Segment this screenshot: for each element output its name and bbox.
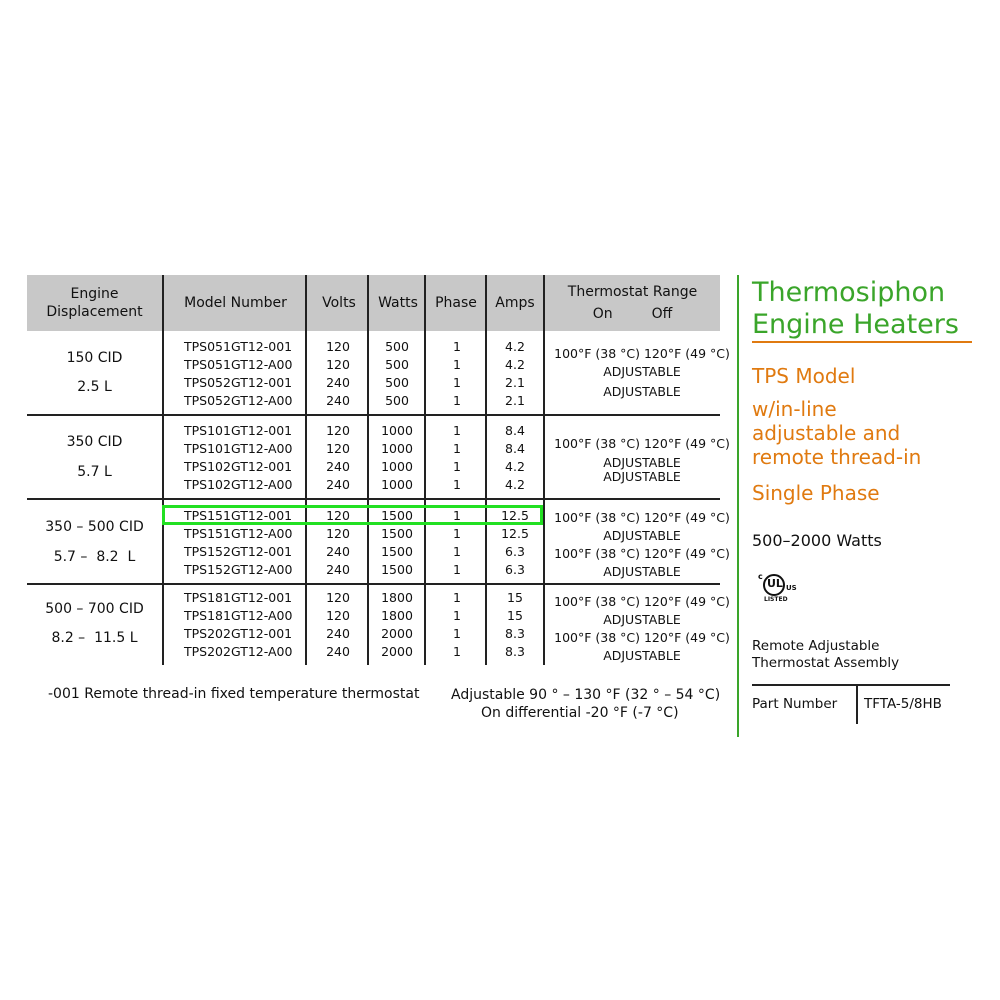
title-underline bbox=[752, 341, 972, 343]
watts: 1500 bbox=[381, 544, 413, 559]
amps: 6.3 bbox=[505, 544, 525, 559]
watts: 1000 bbox=[381, 423, 413, 438]
note-adjustable-range: Adjustable 90 ° – 130 °F (32 ° – 54 °C) bbox=[451, 687, 721, 703]
model-number: TPS052GT12-A00 bbox=[184, 393, 293, 408]
product-title-line2: Engine Heaters bbox=[752, 309, 959, 340]
description-line3: remote thread-in bbox=[752, 445, 922, 469]
volts: 240 bbox=[326, 375, 350, 390]
phase: 1 bbox=[453, 375, 461, 390]
amps: 12.5 bbox=[501, 526, 529, 541]
group-divider bbox=[27, 498, 720, 500]
amps: 2.1 bbox=[505, 375, 525, 390]
column-divider bbox=[543, 275, 545, 665]
header-off: Off bbox=[651, 306, 673, 322]
model-number: TPS102GT12-001 bbox=[184, 459, 293, 474]
table-header bbox=[27, 275, 720, 331]
model-number: TPS052GT12-001 bbox=[184, 375, 293, 390]
phase: 1 bbox=[453, 644, 461, 659]
displacement-liters: 8.2 – 11.5 L bbox=[51, 630, 138, 646]
volts: 240 bbox=[326, 626, 350, 641]
amps: 12.5 bbox=[501, 508, 529, 523]
thermostat-range: ADJUSTABLE bbox=[603, 364, 681, 379]
phase: 1 bbox=[453, 441, 461, 456]
model-number: TPS202GT12-A00 bbox=[184, 644, 293, 659]
volts: 120 bbox=[326, 441, 350, 456]
volts: 120 bbox=[326, 357, 350, 372]
model-number: TPS152GT12-A00 bbox=[184, 562, 293, 577]
thermostat-range: 100°F (38 °C) 120°F (49 °C) bbox=[554, 546, 730, 561]
amps: 8.3 bbox=[505, 644, 525, 659]
header-watts: Watts bbox=[378, 295, 418, 311]
description-line2: adjustable and bbox=[752, 421, 901, 445]
highlighted-row-outline bbox=[162, 505, 543, 525]
spec-table bbox=[27, 275, 730, 665]
watts: 1500 bbox=[381, 562, 413, 577]
wattage-range: 500–2000 Watts bbox=[752, 531, 882, 550]
header-thermostat-range: Thermostat Range bbox=[567, 284, 698, 300]
displacement-cid: 150 CID bbox=[66, 350, 123, 366]
model-number: TPS051GT12-001 bbox=[184, 339, 293, 354]
thermostat-range: ADJUSTABLE bbox=[603, 455, 681, 470]
header-model: Model Number bbox=[184, 295, 287, 311]
group-divider bbox=[27, 583, 720, 585]
volts: 240 bbox=[326, 477, 350, 492]
model-number: TPS102GT12-A00 bbox=[184, 477, 293, 492]
thermostat-range: 100°F (38 °C) 120°F (49 °C) bbox=[554, 510, 730, 525]
amps: 4.2 bbox=[505, 357, 525, 372]
watts: 500 bbox=[385, 375, 409, 390]
amps: 4.2 bbox=[505, 339, 525, 354]
model-number: TPS151GT12-A00 bbox=[184, 526, 293, 541]
displacement-cid: 350 CID bbox=[66, 434, 123, 450]
model-number: TPS202GT12-001 bbox=[184, 626, 293, 641]
part-box-rule bbox=[752, 684, 950, 686]
volts: 120 bbox=[326, 608, 350, 623]
watts: 1800 bbox=[381, 590, 413, 605]
amps: 4.2 bbox=[505, 477, 525, 492]
amps: 6.3 bbox=[505, 562, 525, 577]
amps: 8.4 bbox=[505, 441, 525, 456]
watts: 2000 bbox=[381, 626, 413, 641]
displacement-liters: 2.5 L bbox=[77, 379, 112, 395]
phase-type: Single Phase bbox=[752, 481, 880, 505]
description-line1: w/in-line bbox=[752, 397, 837, 421]
volts: 240 bbox=[326, 544, 350, 559]
phase: 1 bbox=[453, 526, 461, 541]
thermostat-range: 100°F (38 °C) 120°F (49 °C) bbox=[554, 436, 730, 451]
header-displacement: Engine Displacement bbox=[46, 286, 143, 320]
ul-logo-listed: LISTED bbox=[764, 596, 788, 603]
phase: 1 bbox=[453, 544, 461, 559]
thermostat-range: ADJUSTABLE bbox=[603, 612, 681, 627]
watts: 500 bbox=[385, 339, 409, 354]
ul-listed-logo bbox=[760, 572, 808, 612]
ul-logo-us: US bbox=[786, 584, 797, 592]
displacement-cid: 500 – 700 CID bbox=[45, 601, 144, 617]
thermostat-range: ADJUSTABLE bbox=[603, 564, 681, 579]
phase: 1 bbox=[453, 608, 461, 623]
product-title-line1: Thermosiphon bbox=[752, 277, 946, 308]
volts: 240 bbox=[326, 459, 350, 474]
note-differential: On differential -20 °F (-7 °C) bbox=[481, 705, 679, 721]
sidebar-divider bbox=[737, 275, 739, 737]
group-divider bbox=[27, 414, 720, 416]
model-number: TPS151GT12-001 bbox=[184, 508, 293, 523]
part-number-box bbox=[752, 684, 950, 724]
volts: 240 bbox=[326, 562, 350, 577]
thermostat-range: ADJUSTABLE bbox=[603, 648, 681, 663]
part-number-label: Part Number bbox=[752, 696, 838, 712]
amps: 2.1 bbox=[505, 393, 525, 408]
watts: 1000 bbox=[381, 441, 413, 456]
watts: 1000 bbox=[381, 459, 413, 474]
note-fixed-thermostat: -001 Remote thread-in fixed temperature thermostat bbox=[48, 686, 420, 702]
phase: 1 bbox=[453, 562, 461, 577]
thermostat-range: 100°F (38 °C) 120°F (49 °C) bbox=[554, 346, 730, 361]
phase: 1 bbox=[453, 626, 461, 641]
watts: 1800 bbox=[381, 608, 413, 623]
watts: 500 bbox=[385, 393, 409, 408]
volts: 240 bbox=[326, 644, 350, 659]
ul-logo-text: UL bbox=[767, 577, 783, 590]
part-number-value: TFTA-5/8HB bbox=[864, 696, 942, 712]
watts: 2000 bbox=[381, 644, 413, 659]
assembly-line2: Thermostat Assembly bbox=[752, 655, 900, 671]
volts: 120 bbox=[326, 423, 350, 438]
phase: 1 bbox=[453, 393, 461, 408]
header-thermostat bbox=[545, 275, 720, 331]
volts: 120 bbox=[326, 508, 350, 523]
displacement-liters: 5.7 L bbox=[77, 464, 112, 480]
thermostat-range: ADJUSTABLE bbox=[603, 384, 681, 399]
model-number: TPS101GT12-001 bbox=[184, 423, 293, 438]
thermostat-range: ADJUSTABLE bbox=[603, 469, 681, 484]
phase: 1 bbox=[453, 339, 461, 354]
thermostat-range: 100°F (38 °C) 120°F (49 °C) bbox=[554, 594, 730, 609]
phase: 1 bbox=[453, 477, 461, 492]
header-volts: Volts bbox=[322, 295, 356, 311]
watts: 1000 bbox=[381, 477, 413, 492]
volts: 120 bbox=[326, 526, 350, 541]
displacement-liters: 5.7 – 8.2 L bbox=[53, 549, 136, 565]
model-number: TPS051GT12-A00 bbox=[184, 357, 293, 372]
amps: 8.3 bbox=[505, 626, 525, 641]
part-box-divider bbox=[856, 684, 858, 724]
watts: 1500 bbox=[381, 526, 413, 541]
thermostat-range: ADJUSTABLE bbox=[603, 528, 681, 543]
phase: 1 bbox=[453, 423, 461, 438]
assembly-line1: Remote Adjustable bbox=[752, 638, 880, 654]
amps: 15 bbox=[507, 608, 523, 623]
thermostat-range: 100°F (38 °C) 120°F (49 °C) bbox=[554, 630, 730, 645]
volts: 240 bbox=[326, 393, 350, 408]
phase: 1 bbox=[453, 590, 461, 605]
header-on: On bbox=[592, 306, 613, 322]
model-number: TPS181GT12-001 bbox=[184, 590, 293, 605]
watts: 500 bbox=[385, 357, 409, 372]
ul-logo-c: c bbox=[758, 572, 763, 581]
volts: 120 bbox=[326, 590, 350, 605]
header-phase: Phase bbox=[435, 295, 477, 311]
phase: 1 bbox=[453, 508, 461, 523]
phase: 1 bbox=[453, 459, 461, 474]
header-on-off bbox=[593, 305, 672, 323]
volts: 120 bbox=[326, 339, 350, 354]
phase: 1 bbox=[453, 357, 461, 372]
displacement-cid: 350 – 500 CID bbox=[45, 519, 144, 535]
amps: 4.2 bbox=[505, 459, 525, 474]
model-number: TPS181GT12-A00 bbox=[184, 608, 293, 623]
header-amps: Amps bbox=[495, 295, 535, 311]
model-number: TPS152GT12-001 bbox=[184, 544, 293, 559]
model-number: TPS101GT12-A00 bbox=[184, 441, 293, 456]
watts: 1500 bbox=[381, 508, 413, 523]
amps: 15 bbox=[507, 590, 523, 605]
amps: 8.4 bbox=[505, 423, 525, 438]
model-name: TPS Model bbox=[752, 364, 856, 388]
